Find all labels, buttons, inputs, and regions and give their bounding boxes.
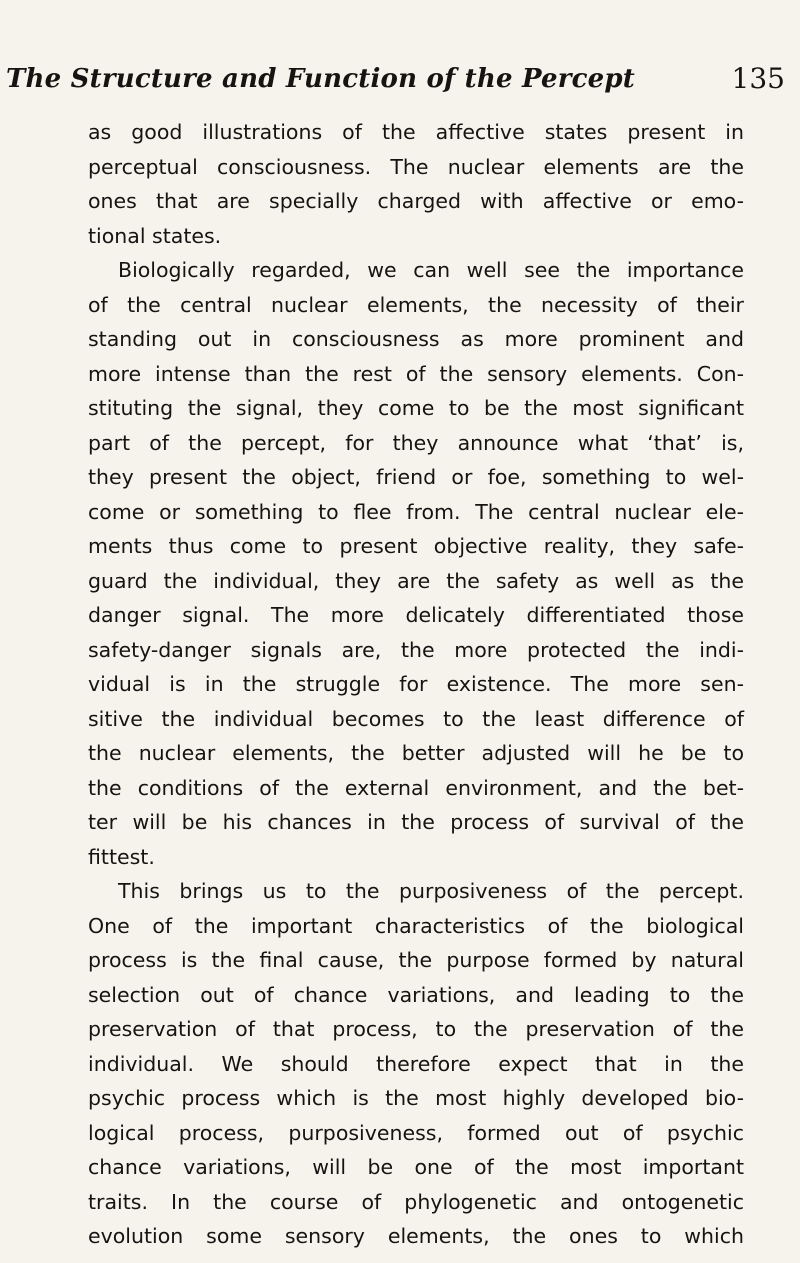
text-line: individual. We should therefore expect that in the <box>88 1051 744 1076</box>
text-line: the nuclear elements, the better adjusted will he be to <box>88 741 744 765</box>
text-line: process is the final cause, the purpose formed by natural <box>88 948 744 972</box>
text-line: safety-danger signals are, the more protected the indi- <box>88 637 744 662</box>
text-line: selection out of chance variations, and leading to the <box>88 982 744 1007</box>
text-line: more intense than the rest of the sensory elements. Con- <box>88 361 744 386</box>
running-title: The Structure and Function of the Percept <box>5 64 635 94</box>
text-line: chance variations, will be one of the most important <box>88 1155 744 1179</box>
text-line: they present the object, friend or foe, something to wel- <box>88 465 744 489</box>
text-line: danger signal. The more delicately differentiated those <box>88 603 744 627</box>
text-line: part of the percept, for they announce what ‘that’ is, <box>88 430 744 455</box>
text-line: evolution some sensory elements, the ones to which <box>88 1224 744 1248</box>
body-text <box>88 115 744 1254</box>
paragraph-first-line: This brings us to the purposiveness of the percept. <box>118 879 744 903</box>
text-line: as good illustrations of the affective states present in <box>88 120 744 144</box>
text-line: perceptual consciousness. The nuclear elements are the <box>88 154 744 179</box>
text-line: standing out in consciousness as more prominent and <box>88 327 744 351</box>
page-number: 135 <box>731 62 785 95</box>
text-line: come or something to flee from. The central nuclear ele- <box>88 499 744 524</box>
text-line: guard the individual, they are the safety as well as the <box>88 568 744 593</box>
text-line: ments thus come to present objective reality, they safe- <box>88 534 744 558</box>
text-line: ter will be his chances in the process of survival of the <box>88 810 744 834</box>
text-line: stituting the signal, they come to be the most significant <box>88 396 744 420</box>
text-line: psychic process which is the most highly developed bio- <box>88 1086 744 1110</box>
text-line: preservation of that process, to the preservation of the <box>88 1017 744 1041</box>
text-line: fittest. <box>88 844 155 869</box>
text-line: traits. In the course of phylogenetic and ontogenetic <box>88 1189 744 1214</box>
text-line: the conditions of the external environment, and the bet- <box>88 775 744 800</box>
text-line: vidual is in the struggle for existence. The more sen- <box>88 672 744 696</box>
text-line: tional states. <box>88 223 222 248</box>
paragraph-first-line: Biologically regarded, we can well see the importance <box>118 258 744 282</box>
running-head <box>0 62 785 106</box>
text-line: ones that are specially charged with affective or emo- <box>88 189 744 213</box>
text-line: One of the important characteristics of the biological <box>88 913 744 938</box>
text-line: sitive the individual becomes to the least difference of <box>88 706 744 731</box>
text-line: logical process, purposiveness, formed out of psychic <box>88 1120 744 1145</box>
text-line: of the central nuclear elements, the necessity of their <box>88 292 744 317</box>
